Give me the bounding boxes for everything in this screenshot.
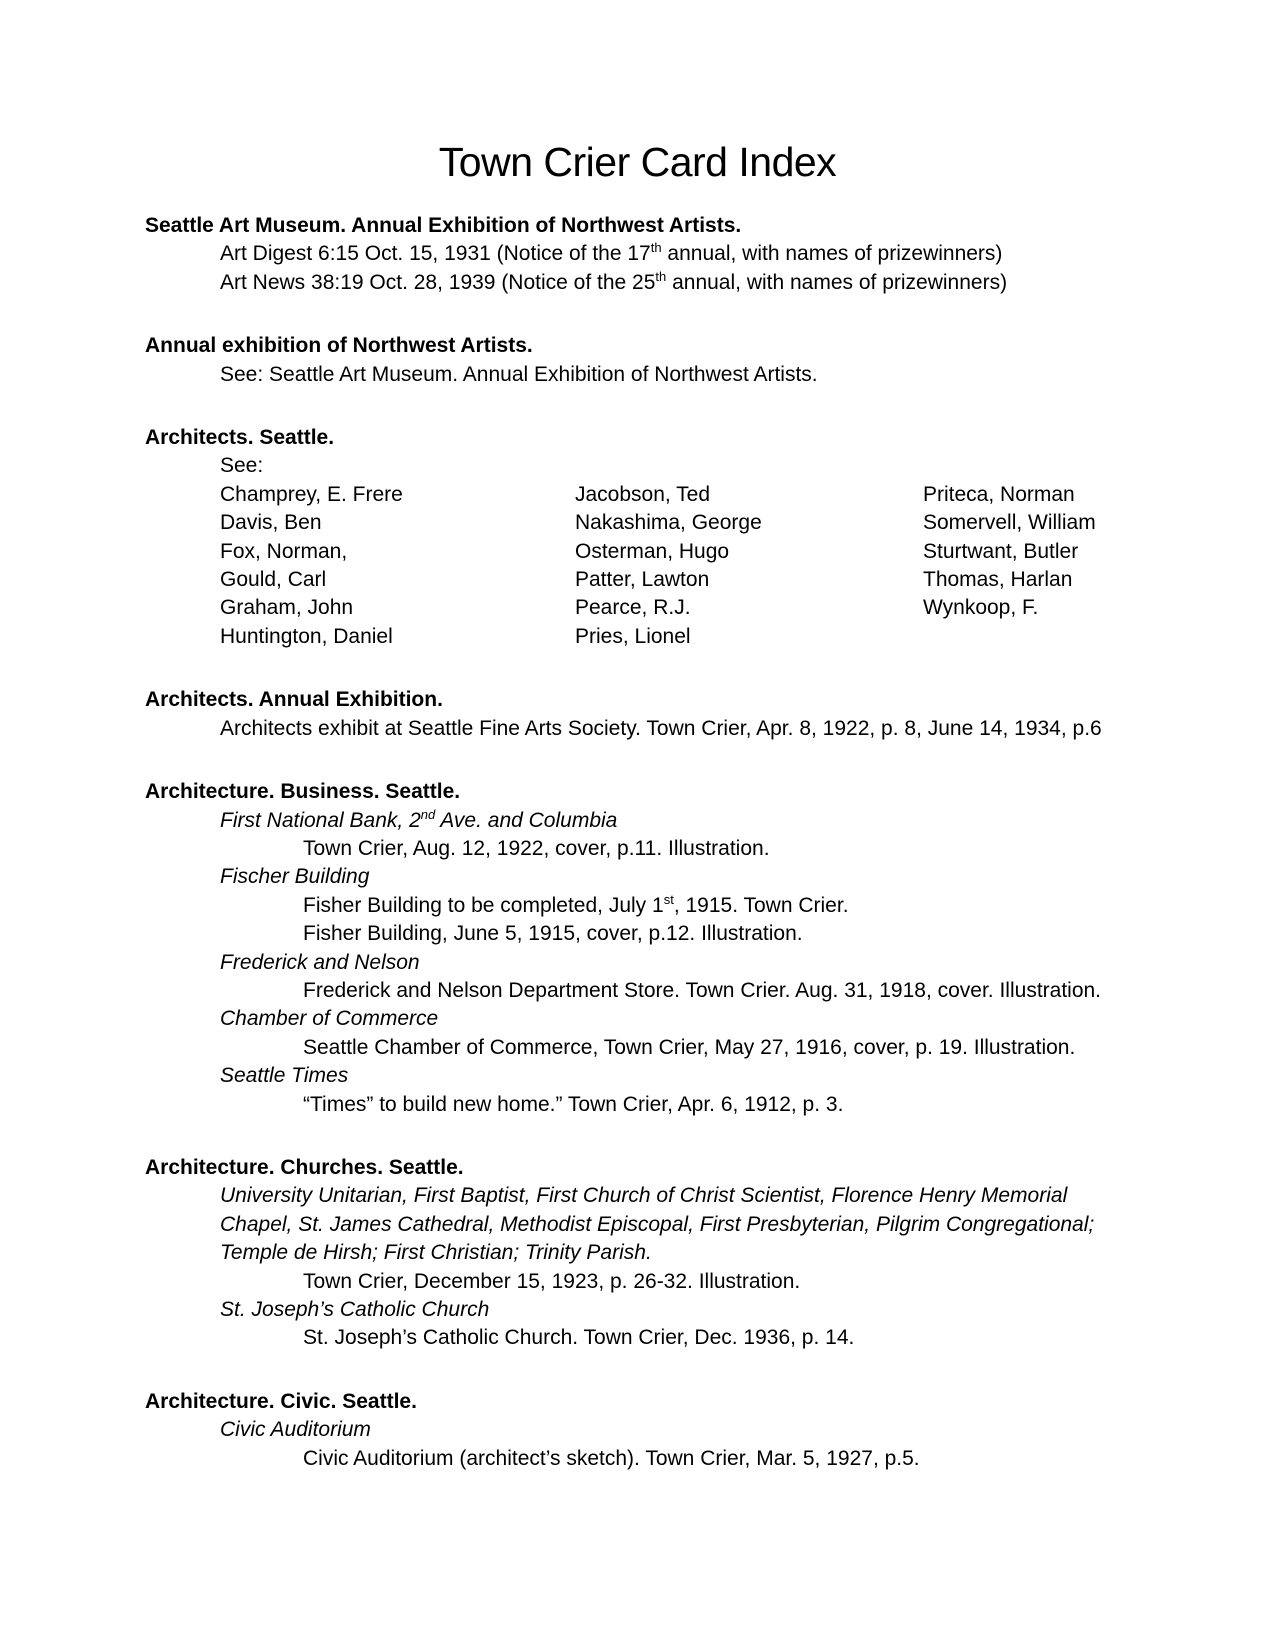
entry-title: University Unitarian, First Baptist, First Church of Christ Scientist, Florence Henry Memorial [220, 1184, 1068, 1208]
architect-name: Somervell, William [923, 511, 1096, 535]
entry-reference: Civic Auditorium (architect’s sketch). Town Crier, Mar. 5, 1927, p.5. [303, 1446, 920, 1470]
index-entry [220, 269, 1130, 297]
names-column-2 [575, 481, 923, 651]
architect-name: Gould, Carl [220, 568, 327, 592]
section-heading: Seattle Art Museum. Annual Exhibition of Northwest Artists. [145, 214, 742, 237]
architect-name: Thomas, Harlan [923, 568, 1073, 592]
entry-text: annual, with names of prizewinners) [661, 242, 1003, 266]
names-column-1 [220, 481, 575, 651]
section-heading: Architecture. Churches. Seattle. [145, 1155, 464, 1179]
architect-name: Graham, John [220, 596, 354, 620]
architect-name: Nakashima, George [575, 511, 762, 535]
entry-title: Chamber of Commerce [220, 1007, 439, 1031]
architect-name: Priteca, Norman [923, 482, 1075, 506]
architect-name: Jacobson, Ted [575, 482, 711, 506]
entry-title: Civic Auditorium [220, 1418, 371, 1442]
section-seattle-art-museum [145, 212, 1130, 297]
entry-reference: Town Crier, Aug. 12, 1922, cover, p.11. Illustration. [303, 836, 770, 860]
entry-text: annual, with names of prizewinners) [666, 270, 1008, 294]
architect-name: Sturtwant, Butler [923, 539, 1079, 563]
ordinal-superscript: th [655, 268, 667, 284]
section-architecture-business [145, 778, 1130, 1119]
see-reference: See: Seattle Art Museum. Annual Exhibition of Northwest Artists. [220, 362, 818, 386]
section-annual-exhibition [145, 332, 1130, 389]
ordinal-superscript: st [663, 891, 674, 907]
architect-name: Davis, Ben [220, 511, 322, 535]
architect-name: Pearce, R.J. [575, 596, 691, 620]
page-title: Town Crier Card Index [438, 139, 837, 185]
entry-reference: “Times” to build new home.” Town Crier, Apr. 6, 1912, p. 3. [303, 1092, 844, 1116]
architect-name-columns [220, 481, 1130, 651]
entry-reference [303, 892, 1130, 920]
section-heading: Architecture. Civic. Seattle. [145, 1389, 417, 1413]
entry-title: St. Joseph’s Catholic Church [220, 1298, 490, 1321]
entry-title: Fischer Building [220, 865, 370, 889]
section-heading: Architecture. Business. Seattle. [145, 780, 461, 804]
section-architects-seattle [145, 424, 1130, 651]
entry-title: Chapel, St. James Cathedral, Methodist Episcopal, First Presbyterian, Pilgrim Congregational; [220, 1212, 1095, 1236]
entry-text: , 1915. Town Crier. [673, 893, 849, 917]
see-label: See: [220, 454, 264, 478]
ordinal-superscript: th [650, 240, 662, 256]
section-heading: Annual exhibition of Northwest Artists. [145, 334, 533, 358]
entry-reference: St. Joseph’s Catholic Church. Town Crier, Dec. 1936, p. 14. [303, 1326, 855, 1350]
architect-name: Fox, Norman, [220, 539, 348, 563]
index-entry: Architects exhibit at Seattle Fine Arts Society. Town Crier, Apr. 8, 1922, p. 8, June 14, 1934, p.6 [220, 716, 1102, 740]
entry-title: Seattle Times [220, 1064, 349, 1088]
entry-text: Ave. and Columbia [435, 808, 618, 832]
ordinal-superscript: nd [420, 806, 436, 822]
section-architecture-churches [145, 1154, 1130, 1353]
entry-text: Fisher Building to be completed, July 1 [303, 893, 664, 917]
entry-text: First National Bank, 2 [220, 808, 421, 832]
architect-name: Pries, Lionel [575, 624, 691, 648]
document-content [145, 0, 1130, 1473]
architect-name: Huntington, Daniel [220, 624, 393, 648]
entry-reference: Fisher Building, June 5, 1915, cover, p.12. Illustration. [303, 922, 803, 946]
section-architects-annual-exhibition [145, 686, 1130, 743]
entry-reference: Seattle Chamber of Commerce, Town Crier, May 27, 1916, cover, p. 19. Illustration. [303, 1035, 1076, 1059]
entry-title [220, 807, 1130, 835]
entry-text: Art Digest 6:15 Oct. 15, 1931 (Notice of the 17 [220, 242, 651, 266]
section-heading: Architects. Annual Exhibition. [145, 688, 443, 712]
architect-name: Champrey, E. Frere [220, 482, 403, 506]
entry-title: Temple de Hirsh; First Christian; Trinity Parish. [220, 1241, 652, 1265]
entry-reference: Town Crier, December 15, 1923, p. 26-32. Illustration. [303, 1269, 801, 1293]
architect-name: Patter, Lawton [575, 568, 710, 592]
entry-text: Art News 38:19 Oct. 28, 1939 (Notice of the 25 [220, 270, 656, 294]
section-architecture-civic [145, 1388, 1130, 1473]
index-entry [220, 240, 1130, 268]
architect-name: Osterman, Hugo [575, 539, 730, 563]
names-column-3 [923, 481, 1130, 651]
section-heading: Architects. Seattle. [145, 426, 335, 450]
architect-name: Wynkoop, F. [923, 596, 1039, 620]
entry-title: Frederick and Nelson [220, 950, 420, 974]
entry-reference: Frederick and Nelson Department Store. Town Crier. Aug. 31, 1918, cover. Illustration. [303, 978, 1102, 1002]
